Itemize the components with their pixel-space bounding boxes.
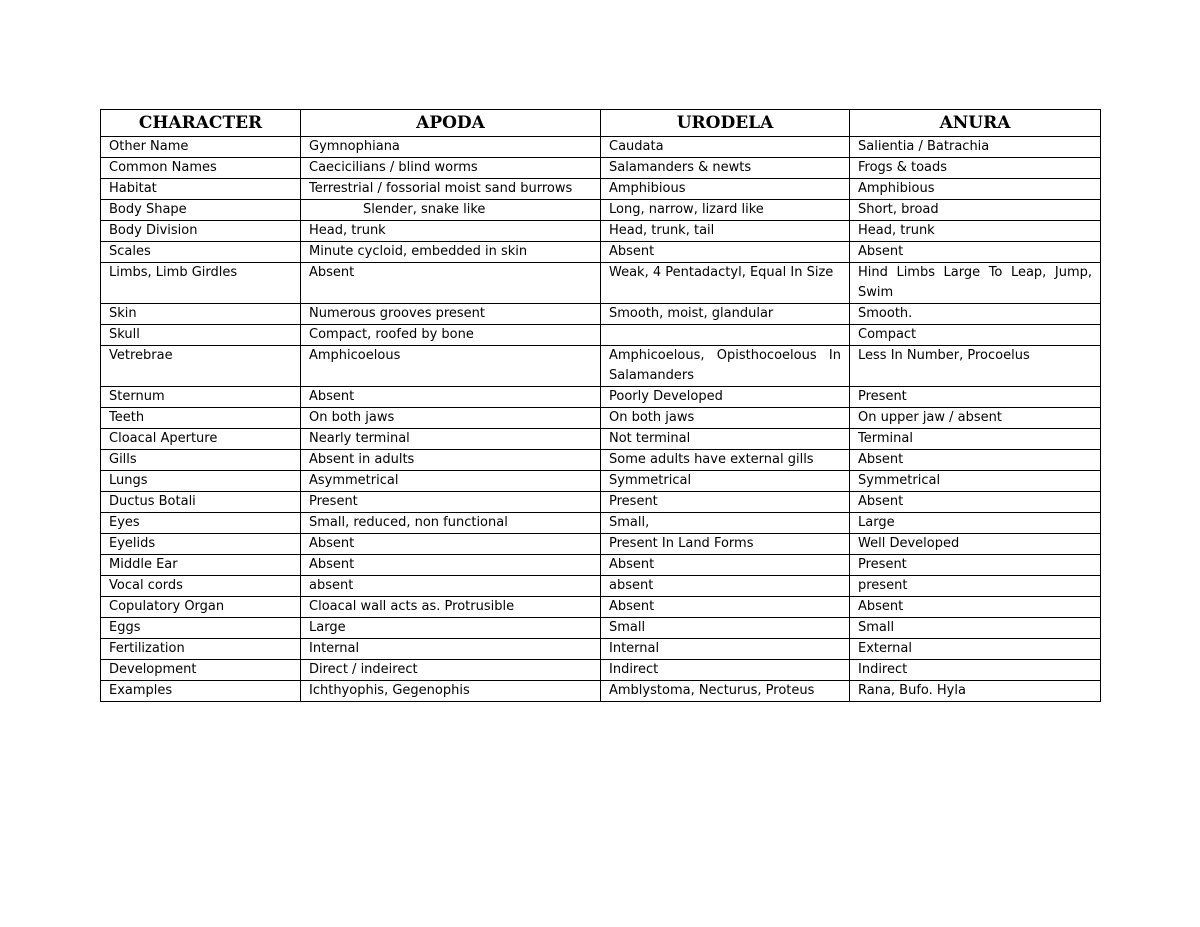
cell-apoda: Terrestrial / fossorial moist sand burrows xyxy=(301,179,601,200)
cell-apoda: Gymnophiana xyxy=(301,137,601,158)
cell-character: Gills xyxy=(101,450,301,471)
cell-character: Habitat xyxy=(101,179,301,200)
table-header-row xyxy=(101,110,1101,137)
cell-character: Eyelids xyxy=(101,534,301,555)
cell-character: Examples xyxy=(101,681,301,702)
table-row xyxy=(101,471,1101,492)
cell-apoda: Large xyxy=(301,618,601,639)
cell-anura: Absent xyxy=(850,450,1101,471)
cell-anura: Amphibious xyxy=(850,179,1101,200)
cell-character: Copulatory Organ xyxy=(101,597,301,618)
table-row xyxy=(101,660,1101,681)
cell-character: Development xyxy=(101,660,301,681)
cell-urodela: On both jaws xyxy=(601,408,850,429)
cell-apoda: Cloacal wall acts as. Protrusible xyxy=(301,597,601,618)
cell-anura: Terminal xyxy=(850,429,1101,450)
amphibian-comparison-table xyxy=(100,109,1101,702)
cell-anura: Absent xyxy=(850,597,1101,618)
table-row xyxy=(101,137,1101,158)
cell-anura: Hind Limbs Large To Leap, Jump, Swim xyxy=(850,263,1101,304)
cell-urodela: Absent xyxy=(601,597,850,618)
cell-character: Eggs xyxy=(101,618,301,639)
table-row xyxy=(101,534,1101,555)
cell-anura: Present xyxy=(850,555,1101,576)
cell-urodela: Weak, 4 Pentadactyl, Equal In Size xyxy=(601,263,850,304)
cell-character: Fertilization xyxy=(101,639,301,660)
cell-anura: Indirect xyxy=(850,660,1101,681)
table-row xyxy=(101,263,1101,304)
cell-apoda: Minute cycloid, embedded in skin xyxy=(301,242,601,263)
cell-urodela: Long, narrow, lizard like xyxy=(601,200,850,221)
cell-apoda: Head, trunk xyxy=(301,221,601,242)
cell-urodela: Amphicoelous, Opisthocoelous In Salamanders xyxy=(601,346,850,387)
table-row xyxy=(101,492,1101,513)
table-row xyxy=(101,681,1101,702)
cell-apoda: absent xyxy=(301,576,601,597)
header-apoda: APODA xyxy=(301,110,601,137)
cell-character: Body Shape xyxy=(101,200,301,221)
table-row xyxy=(101,450,1101,471)
cell-character: Other Name xyxy=(101,137,301,158)
cell-urodela xyxy=(601,325,850,346)
table-row xyxy=(101,576,1101,597)
cell-anura: Small xyxy=(850,618,1101,639)
cell-anura: Large xyxy=(850,513,1101,534)
cell-anura: Well Developed xyxy=(850,534,1101,555)
cell-character: Common Names xyxy=(101,158,301,179)
cell-character: Eyes xyxy=(101,513,301,534)
cell-urodela: Amphibious xyxy=(601,179,850,200)
cell-apoda: Small, reduced, non functional xyxy=(301,513,601,534)
cell-apoda: Absent xyxy=(301,534,601,555)
cell-urodela: absent xyxy=(601,576,850,597)
cell-anura: Compact xyxy=(850,325,1101,346)
table-row xyxy=(101,242,1101,263)
table-row xyxy=(101,639,1101,660)
cell-character: Limbs, Limb Girdles xyxy=(101,263,301,304)
cell-apoda: Absent xyxy=(301,555,601,576)
cell-apoda: Amphicoelous xyxy=(301,346,601,387)
cell-apoda: Absent in adults xyxy=(301,450,601,471)
cell-apoda: Slender, snake like xyxy=(301,200,601,221)
cell-anura: Frogs & toads xyxy=(850,158,1101,179)
cell-urodela: Small xyxy=(601,618,850,639)
cell-apoda: Direct / indeirect xyxy=(301,660,601,681)
table-row xyxy=(101,618,1101,639)
cell-urodela: Small, xyxy=(601,513,850,534)
cell-apoda: Numerous grooves present xyxy=(301,304,601,325)
cell-urodela: Present xyxy=(601,492,850,513)
cell-character: Middle Ear xyxy=(101,555,301,576)
header-urodela: URODELA xyxy=(601,110,850,137)
cell-urodela: Some adults have external gills xyxy=(601,450,850,471)
cell-apoda: Asymmetrical xyxy=(301,471,601,492)
cell-anura: Absent xyxy=(850,242,1101,263)
cell-apoda: Absent xyxy=(301,263,601,304)
cell-apoda: Ichthyophis, Gegenophis xyxy=(301,681,601,702)
cell-anura: Head, trunk xyxy=(850,221,1101,242)
table-row xyxy=(101,179,1101,200)
cell-urodela: Smooth, moist, glandular xyxy=(601,304,850,325)
cell-anura: Less In Number, Procoelus xyxy=(850,346,1101,387)
cell-apoda: Nearly terminal xyxy=(301,429,601,450)
table-row xyxy=(101,158,1101,179)
cell-character: Teeth xyxy=(101,408,301,429)
table-row xyxy=(101,221,1101,242)
cell-anura: On upper jaw / absent xyxy=(850,408,1101,429)
cell-character: Lungs xyxy=(101,471,301,492)
cell-urodela: Not terminal xyxy=(601,429,850,450)
cell-urodela: Head, trunk, tail xyxy=(601,221,850,242)
cell-urodela: Absent xyxy=(601,555,850,576)
cell-anura: Rana, Bufo. Hyla xyxy=(850,681,1101,702)
cell-character: Skull xyxy=(101,325,301,346)
cell-anura: External xyxy=(850,639,1101,660)
cell-anura: Smooth. xyxy=(850,304,1101,325)
cell-urodela: Internal xyxy=(601,639,850,660)
cell-anura: Salientia / Batrachia xyxy=(850,137,1101,158)
cell-anura: Short, broad xyxy=(850,200,1101,221)
cell-character: Body Division xyxy=(101,221,301,242)
header-anura: ANURA xyxy=(850,110,1101,137)
cell-apoda: Present xyxy=(301,492,601,513)
table-row xyxy=(101,346,1101,387)
cell-character: Scales xyxy=(101,242,301,263)
cell-urodela: Symmetrical xyxy=(601,471,850,492)
table-row xyxy=(101,387,1101,408)
cell-apoda: Caecicilians / blind worms xyxy=(301,158,601,179)
table-body xyxy=(101,137,1101,702)
cell-anura: Absent xyxy=(850,492,1101,513)
cell-urodela: Poorly Developed xyxy=(601,387,850,408)
cell-character: Ductus Botali xyxy=(101,492,301,513)
cell-urodela: Absent xyxy=(601,242,850,263)
table-row xyxy=(101,513,1101,534)
cell-character: Skin xyxy=(101,304,301,325)
cell-character: Vetrebrae xyxy=(101,346,301,387)
cell-apoda: Absent xyxy=(301,387,601,408)
cell-anura: Present xyxy=(850,387,1101,408)
table-row xyxy=(101,304,1101,325)
table-row xyxy=(101,597,1101,618)
table-row xyxy=(101,555,1101,576)
cell-urodela: Caudata xyxy=(601,137,850,158)
cell-urodela: Salamanders & newts xyxy=(601,158,850,179)
cell-character: Cloacal Aperture xyxy=(101,429,301,450)
cell-apoda: Compact, roofed by bone xyxy=(301,325,601,346)
cell-character: Sternum xyxy=(101,387,301,408)
header-character: CHARACTER xyxy=(101,110,301,137)
table-row xyxy=(101,200,1101,221)
cell-character: Vocal cords xyxy=(101,576,301,597)
table-row xyxy=(101,408,1101,429)
cell-anura: Symmetrical xyxy=(850,471,1101,492)
cell-urodela: Present In Land Forms xyxy=(601,534,850,555)
cell-anura: present xyxy=(850,576,1101,597)
cell-urodela: Amblystoma, Necturus, Proteus xyxy=(601,681,850,702)
table-row xyxy=(101,325,1101,346)
table-row xyxy=(101,429,1101,450)
cell-apoda: On both jaws xyxy=(301,408,601,429)
cell-urodela: Indirect xyxy=(601,660,850,681)
cell-apoda: Internal xyxy=(301,639,601,660)
